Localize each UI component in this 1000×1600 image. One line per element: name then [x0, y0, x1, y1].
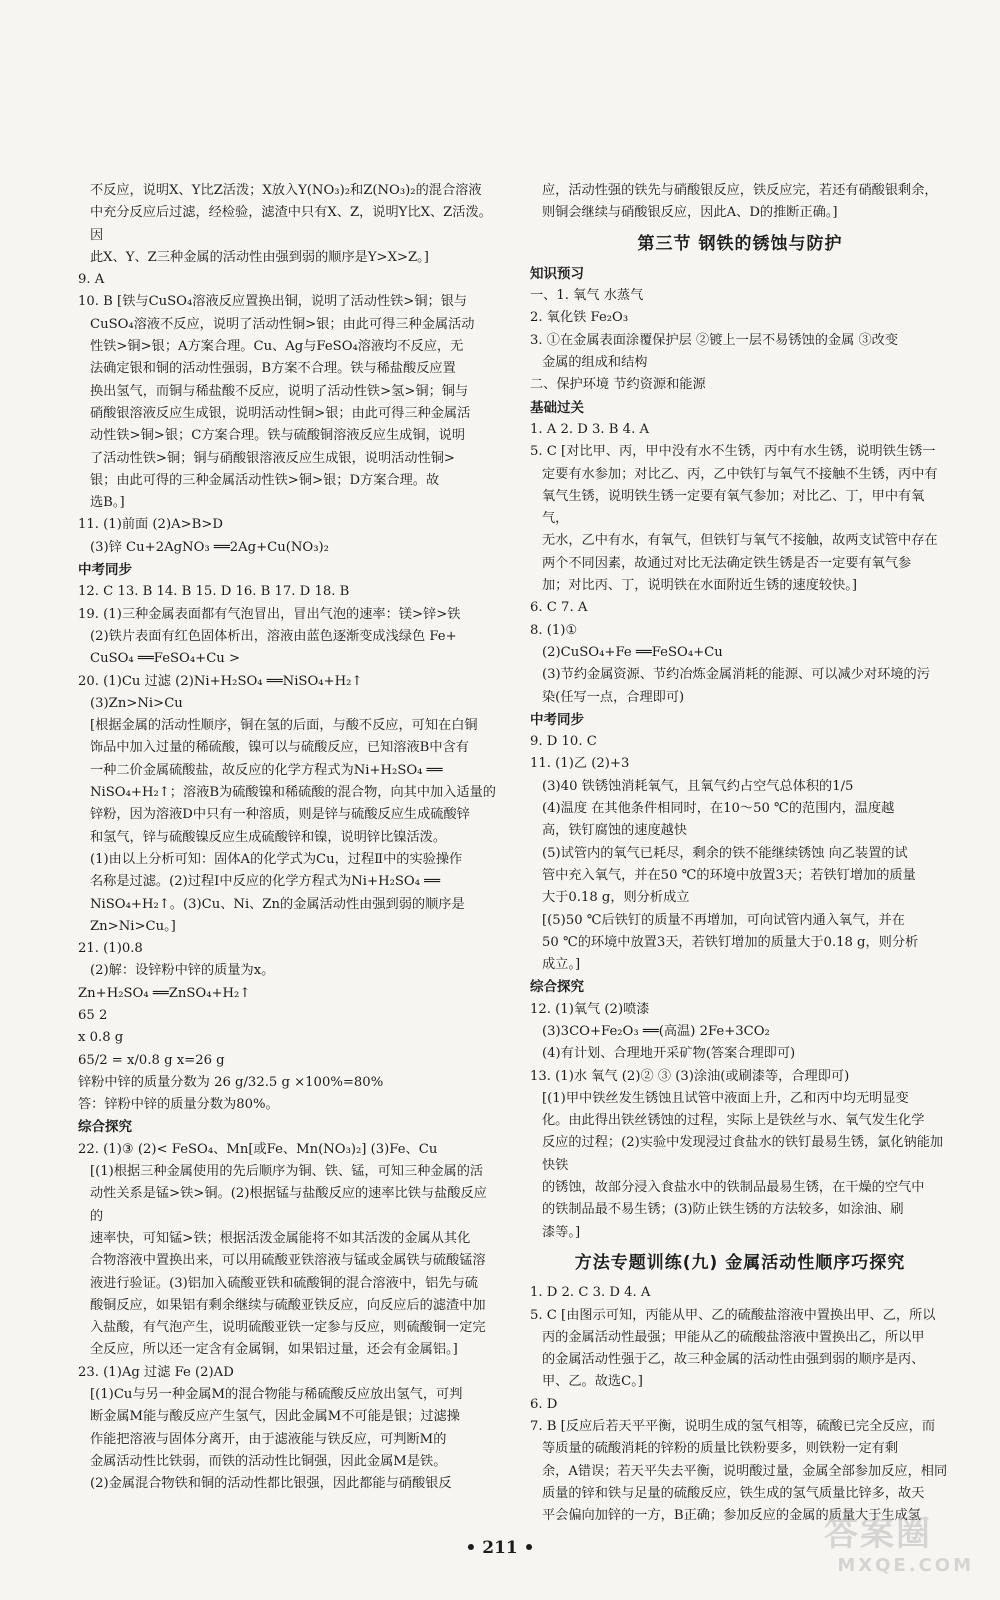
- text-line: 则铜会继续与硝酸银反应，因此A、D的推断正确。]: [542, 205, 838, 221]
- text-line: 法确定银和铜的活动性强弱，B方案不合理。铁与稀盐酸反应置: [90, 361, 456, 377]
- text-line: 名称是过滤。(2)过程Ⅰ中反应的化学方程式为Ni+H₂SO₄ ══: [90, 874, 441, 890]
- text-line: 平会偏向加锌的一方，B正确；参加反应的金属的质量大于生成氢: [542, 1508, 921, 1524]
- text-line: 高，铁钉腐蚀的速度越快: [542, 823, 688, 839]
- text-line: (2)金属混合物铁和铜的活动性都比银强，因此都能与硝酸银反: [90, 1476, 452, 1492]
- text-line: 5. C [对比甲、丙，甲中没有水不生锈，丙中有水生锈，说明铁生锈一: [530, 444, 936, 460]
- text-line: 质量的锌和铁与足量的硫酸反应，铁生成的氢气质量比锌多，故天: [542, 1485, 925, 1501]
- text-line: [(1)根据三种金属使用的先后顺序为铜、铁、锰，可知三种金属的活: [90, 1164, 484, 1180]
- text-line: (2)CuSO₄+Fe ══FeSO₄+Cu: [542, 644, 723, 660]
- text-line: 锌粉，因为溶液D中只有一种溶质，则是锌与硫酸反应生成硫酸锌: [90, 807, 470, 823]
- text-line: 12. C 13. B 14. B 15. D 16. B 17. D 18. B: [78, 584, 350, 600]
- section-heading: 综合探究: [530, 979, 584, 996]
- text-line: [根据金属的活动性顺序，铜在氢的后面，与酸不反应，可知在白铜: [90, 718, 478, 734]
- text-line: 此X、Y、Z三种金属的活动性由强到弱的顺序是Y>X>Z。]: [90, 249, 429, 265]
- text-line: (3)40 铁锈蚀消耗氧气，且氧气约占空气总体积的1/5: [542, 778, 854, 794]
- text-line: [(5)50 ℃后铁钉的质量不再增加，可向试管内通入氧气，并在: [542, 912, 905, 928]
- text-line: 无水，乙中有水，有氧气，但铁钉与氧气不接触，故两支试管中存在: [542, 533, 938, 549]
- text-line: 甲、乙。故选C。]: [542, 1374, 643, 1390]
- text-line: x 0.8 g: [78, 1030, 124, 1046]
- left-column: [78, 180, 498, 1496]
- section-heading: 综合探究: [78, 1119, 132, 1136]
- text-line: 余，A错误；若天平失去平衡，说明酸过量，金属全部参加反应，相同: [542, 1463, 948, 1479]
- text-line: 的金属活动性强于乙，故三种金属的活动性由强到弱的顺序是丙、: [542, 1352, 925, 1368]
- section-heading: 知识预习: [530, 265, 584, 282]
- text-line: 12. (1)氧气 (2)喷漆: [530, 1001, 650, 1017]
- text-line: 一、1. 氧气 水蒸气: [530, 288, 644, 304]
- watermark-text: 答案圈: [824, 1514, 932, 1554]
- text-line: 6. D: [530, 1396, 558, 1412]
- text-line: 1. D 2. C 3. D 4. A: [530, 1285, 651, 1301]
- text-line: 11. (1)前面 (2)A>B>D: [78, 517, 223, 533]
- text-line: 不反应，说明X、Y比Z活泼；X放入Y(NO₃)₂和Z(NO₃)₂的混合溶液: [90, 183, 482, 198]
- text-line: 速率快，可知锰>铁；根据活泼金属能将不如其活泼的金属从其化: [90, 1230, 471, 1246]
- text-line: 6. C 7. A: [530, 600, 588, 616]
- text-line: 65 2: [78, 1007, 108, 1023]
- text-line: 3. ①在金属表面涂覆保护层 ②镀上一层不易锈蚀的金属 ③改变: [530, 332, 899, 348]
- text-line: 丙的金属活动性最强；甲能从乙的硫酸盐溶液中置换出乙，所以甲: [542, 1329, 925, 1345]
- text-line: 等质量的硫酸消耗的锌粉的质量比铁粉要多，则铁粉一定有剩: [542, 1441, 899, 1457]
- text-line: 加；对比丙、丁，说明铁在水面附近生锈的速度较快。]: [542, 578, 858, 594]
- text-line: 的锈蚀，故部分浸入食盐水中的铁制品最易生锈，在干燥的空气中: [542, 1180, 925, 1196]
- text-line: (3)3CO+Fe₂O₃ ══(高温) 2Fe+3CO₂: [542, 1023, 770, 1039]
- text-line: 定要有水参加；对比乙、丙，乙中铁钉与氧气不接触不生锈，丙中有: [542, 466, 938, 482]
- text-line: 二、保护环境 节约资源和能源: [530, 377, 706, 393]
- text-line: 13. (1)水 氧气 (2)② ③ (3)涂油(或刷漆等，合理即可): [530, 1068, 850, 1084]
- text-line: (3)节约金属资源、节约冶炼金属消耗的能源、可以减少对环境的污: [542, 667, 930, 683]
- text-line: (3)锌 Cu+2AgNO₃ ══2Ag+Cu(NO₃)₂: [90, 539, 329, 555]
- text-line: [(1)Cu与另一种金属M的混合物能与稀硫酸反应放出氢气，可判: [90, 1387, 463, 1403]
- text-line: 的铁制品最不易生锈；(3)防止铁生锈的方法较多，如涂油、刷: [542, 1202, 904, 1218]
- chapter-heading: 第三节 钢铁的锈蚀与防护: [637, 233, 843, 254]
- text-line: (3)Zn>Ni>Cu: [90, 695, 183, 711]
- text-line: 22. (1)③ (2)< FeSO₄、Mn[或Fe、Mn(NO₃)₂] (3)Fe、Cu: [78, 1141, 438, 1157]
- text-line: 65/2 = x/0.8 g x=26 g: [78, 1052, 225, 1068]
- text-line: 合物溶液中置换出来，可以用硫酸亚铁溶液与锰或金属铁与硫酸锰溶: [90, 1253, 486, 1269]
- text-line: NiSO₄+H₂↑；溶液B为硫酸镍和稀硫酸的混合物，向其中加入适量的: [90, 785, 496, 801]
- text-line: 大于0.18 g，则分析成立: [542, 890, 690, 906]
- section-heading: 中考同步: [530, 711, 584, 728]
- text-line: 作能把溶液与固体分离开，由于滤液能与铁反应，可判断M的: [90, 1431, 447, 1447]
- text-line: 50 ℃的环境中放置3天，若铁钉增加的质量大于0.18 g，则分析: [542, 934, 919, 950]
- text-line: 7. B [反应后若天平平衡，说明生成的氢气相等，硫酸已完全反应，而: [530, 1419, 936, 1435]
- text-line: 动性铁>铜>银；C方案合理。铁与硫酸铜溶液反应生成铜，说明: [90, 428, 466, 444]
- text-line: 锌粉中锌的质量分数为 26 g/32.5 g ×100%=80%: [78, 1074, 384, 1090]
- text-line: 成立。]: [542, 957, 581, 973]
- text-line: 管中充入氧气，并在50 ℃的环境中放置3天；若铁钉增加的质量: [542, 867, 916, 883]
- text-line: 动性关系是锰>铁>铜。(2)根据锰与盐酸反应的速率比铁与盐酸反应的: [90, 1186, 487, 1224]
- text-line: 8. (1)①: [530, 622, 578, 638]
- text-line: (2)解：设锌粉中锌的质量为x。: [90, 963, 275, 979]
- text-line: (2)铁片表面有红色固体析出，溶液由蓝色逐渐变成浅绿色 Fe+: [90, 628, 457, 644]
- text-line: Zn+H₂SO₄ ══ZnSO₄+H₂↑: [78, 985, 251, 1001]
- text-line: 一种二价金属硫酸盐，故反应的化学方程式为Ni+H₂SO₄ ══: [90, 762, 443, 778]
- text-line: Zn>Ni>Cu。]: [90, 918, 176, 934]
- text-line: (4)温度 在其他条件相同时，在10～50 ℃的范围内，温度越: [542, 801, 895, 817]
- text-line: CuSO₄溶液不反应，说明了活动性铜>银；由此可得三种金属活动: [90, 316, 475, 332]
- text-line: NiSO₄+H₂↑。(3)Cu、Ni、Zn的金属活动性由强到弱的顺序是: [90, 896, 465, 912]
- text-line: 液进行验证。(3)铝加入硫酸亚铁和硫酸铜的混合溶液中，铝先与硫: [90, 1275, 478, 1291]
- text-line: 9. D 10. C: [530, 734, 597, 750]
- text-line: 饰品中加入过量的稀硫酸，镍可以与硫酸反应，已知溶液B中含有: [90, 740, 469, 756]
- text-line: 10. B [铁与CuSO₄溶液反应置换出铜，说明了活动性铁>铜；银与: [78, 294, 468, 310]
- text-line: 11. (1)乙 (2)+3: [530, 756, 630, 772]
- text-line: 9. A: [78, 272, 105, 288]
- watermark-url: MXQE.COM: [837, 1555, 974, 1576]
- text-line: 入盐酸，有气泡产生，说明硫酸亚铁一定参与反应，则硫酸铜一定完: [90, 1320, 486, 1336]
- text-line: CuSO₄ ══FeSO₄+Cu >: [90, 651, 241, 667]
- text-line: 19. (1)三种金属表面都有气泡冒出，冒出气泡的速率：镁>锌>铁: [78, 606, 461, 622]
- text-line: 21. (1)0.8: [78, 941, 143, 957]
- chapter-heading: 方法专题训练(九) 金属活动性顺序巧探究: [574, 1252, 906, 1273]
- text-line: 染(任写一点，合理即可): [542, 689, 685, 705]
- text-line: (4)有计划、合理地开采矿物(答案合理即可): [542, 1046, 796, 1062]
- text-line: 酸铜反应，如果铝有剩余继续与硫酸亚铁反应，向反应后的滤渣中加: [90, 1297, 486, 1313]
- text-line: 性铁>铜>银；A方案合理。Cu、Ag与FeSO₄溶液均不反应，无: [90, 339, 464, 355]
- text-line: 中充分反应后过滤，经检验，滤渣中只有X、Z，说明Y比X、Z活泼。因: [90, 205, 492, 243]
- text-line: 23. (1)Ag 过滤 Fe (2)AD: [78, 1364, 234, 1380]
- text-line: 和氢气，锌与硫酸镍反应生成硫酸锌和镍，说明锌比镍活泼。: [90, 829, 447, 845]
- text-line: 金属的组成和结构: [542, 355, 648, 371]
- text-line: 金属活动性比铁弱，而铁的活动性比铜强，因此金属M是铁。: [90, 1453, 447, 1469]
- text-line: 氧气生锈，说明铁生锈一定要有氧气参加；对比乙、丁，甲中有氧气，: [542, 488, 925, 527]
- text-line: 换出氢气，而铜与稀盐酸不反应，说明了活动性铁>氢>铜；铜与: [90, 383, 469, 399]
- text-line: 答：锌粉中锌的质量分数为80%。: [78, 1097, 279, 1113]
- text-line: (1)由以上分析可知：固体A的化学式为Cu，过程Ⅱ中的实验操作: [90, 851, 463, 867]
- watermark-logo: [824, 1506, 974, 1586]
- text-line: 两个不同因素，故通过对比无法确定铁生锈是否一定要有氧气参: [542, 555, 912, 571]
- page-number: • 211 •: [465, 1538, 535, 1558]
- right-column: [530, 180, 950, 1528]
- text-line: 选B。]: [90, 495, 125, 511]
- text-line: 漆等。]: [542, 1224, 581, 1240]
- text-line: 银；由此可得的三种金属活动性铁>铜>银；D方案合理。故: [90, 472, 440, 488]
- text-line: 全反应，所以还一定含有金属铜，如果铝过量，还会有金属铝。]: [90, 1342, 458, 1358]
- text-line: 1. A 2. D 3. B 4. A: [530, 421, 649, 437]
- text-line: 5. C [由图示可知，丙能从甲、乙的硫酸盐溶液中置换出甲、乙，所以: [530, 1307, 936, 1323]
- text-line: 2. 氧化铁 Fe₂O₃: [530, 310, 629, 326]
- section-heading: 基础过关: [530, 399, 584, 416]
- section-heading: 中考同步: [78, 562, 132, 579]
- text-line: 应，活动性强的铁先与硝酸银反应，铁反应完，若还有硝酸银剩余，: [542, 183, 938, 198]
- text-line: 反应的过程；(2)实验中发现浸过食盐水的铁钉最易生锈，氯化钠能加快铁: [542, 1135, 944, 1173]
- text-line: 了活动性铁>铜；铜与硝酸银溶液反应生成银，说明活动性铜>: [90, 450, 455, 466]
- text-line: 化。由此得出铁丝锈蚀的过程，实际上是铁丝与水、氧气发生化学: [542, 1113, 925, 1129]
- text-line: 断金属M能与酸反应产生氢气，因此金属M不可能是银；过滤操: [90, 1409, 460, 1425]
- text-line: 20. (1)Cu 过滤 (2)Ni+H₂SO₄ ══NiSO₄+H₂↑: [78, 673, 363, 689]
- text-line: 硝酸银溶液反应生成银，说明活动性铜>银；由此可得三种金属活: [90, 405, 471, 421]
- text-line: [(1)甲中铁丝发生锈蚀且试管中液面上升，乙和丙中均无明显变: [542, 1090, 909, 1106]
- text-line: (5)试管内的氧气已耗尽，剩余的铁不能继续锈蚀 向乙装置的试: [542, 845, 908, 861]
